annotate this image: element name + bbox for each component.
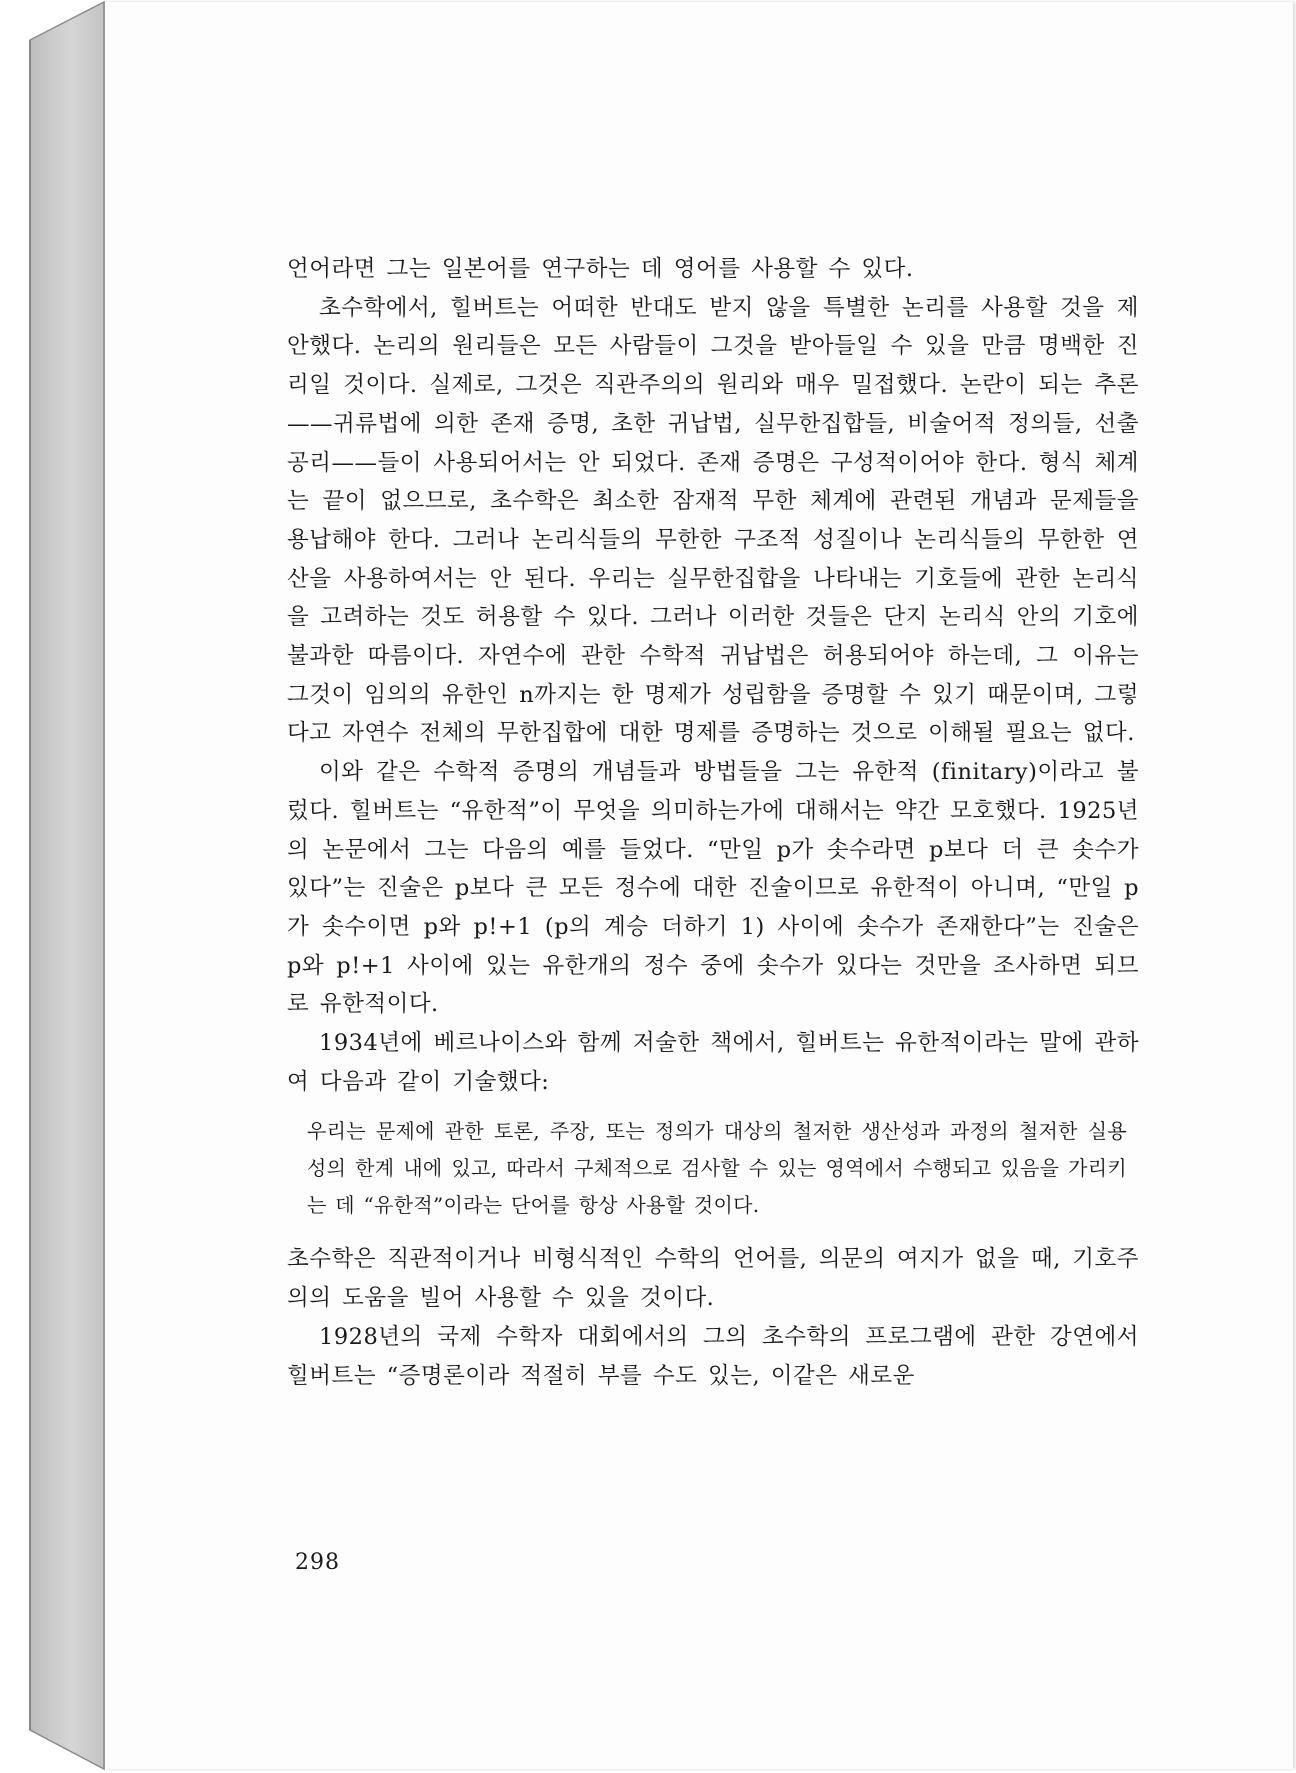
- page-number: 298: [295, 1550, 340, 1575]
- paragraph-1: 언어라면 그는 일본어를 연구하는 데 영어를 사용할 수 있다.: [287, 256, 914, 282]
- paragraph-3: 이와 같은 수학적 증명의 개념들과 방법들을 그는 유한적 (finitary)이라고 불렀다. 힐버트는 “유한적”이 무엇을 의미하는가에 대해서는 약간 모호했다. 1925년의 논문에서 그는 다음의 예를 들었다. “만일 p가 솟수라면 p보다 더 큰 솟수가 있다”는 진술은 p보다 큰 모든 정수에 대한 진술이므로 유한적이 아니며, “만일 p가 솟수이면 p와 p!+1 (p의 계승 더하기 1) 사이에 솟수가 존재한다”는 진술은 p와 p!+1 사이에 있는 유한개의 정수 중에 솟수가 있다는 것만을 조사하면 되므로 유한적이다.: [287, 759, 1139, 1018]
- book-page: [104, 2, 1293, 1769]
- block-quote: 우리는 문제에 관한 토론, 주장, 또는 정의가 대상의 철저한 생산성과 과정의 철저한 실용성의 한계 내에 있고, 따라서 구체적으로 검사할 수 있는 영역에서 수행되고 있음을 가리키는 데 “유한적”이라는 단어를 항상 사용할 것이다.: [307, 1119, 1127, 1218]
- paragraph-4: 1934년에 베르나이스와 함께 저술한 책에서, 힐버트는 유한적이라는 말에 관하여 다음과 같이 기술했다:: [287, 1030, 1139, 1095]
- paragraph-5: 초수학은 직관적이거나 비형식적인 수학의 언어를, 의문의 여지가 없을 때, 기호주의의 도움을 빌어 사용할 수 있을 것이다.: [287, 1246, 1139, 1312]
- paragraph-6: 1928년의 국제 수학자 대회에서의 그의 초수학의 프로그램에 관한 강연에서 힐버트는 “증명론이라 적절히 부를 수도 있는, 이같은 새로운: [287, 1323, 1139, 1389]
- page-body: [287, 250, 1139, 1395]
- paragraph-2: 초수학에서, 힐버트는 어떠한 반대도 받지 않을 특별한 논리를 사용할 것을 제안했다. 논리의 원리들은 모든 사람들이 그것을 받아들일 수 있을 만큼 명백한 진리일 것이다. 실제로, 그것은 직관주의의 원리와 매우 밀접했다. 논란이 되는 추론——귀류법에 의한 존재 증명, 초한 귀납법, 실무한집합들, 비술어적 정의들, 선출공리——들이 사용되어서는 안 되었다. 존재 증명은 구성적이어야 한다. 형식 체계는 끝이 없으므로, 초수학은 최소한 잠재적 무한 체계에 관련된 개념과 문제들을 용납해야 한다. 그러나 논리식들의 무한한 구조적 성질이나 논리식들의 무한한 연산을 사용하여서는 안 된다. 우리는 실무한집합을 나타내는 기호들에 관한 논리식을 고려하는 것도 허용할 수 있다. 그러나 이러한 것들은 단지 논리식 안의 기호에 불과한 따름이다. 자연수에 관한 수학적 귀납법은 허용되어야 하는데, 그 이유는 그것이 임의의 유한인 n까지는 한 명제가 성립함을 증명할 수 있기 때문이며, 그렇다고 자연수 전체의 무한집합에 대한 명제를 증명하는 것으로 이해될 필요는 없다.: [287, 294, 1139, 747]
